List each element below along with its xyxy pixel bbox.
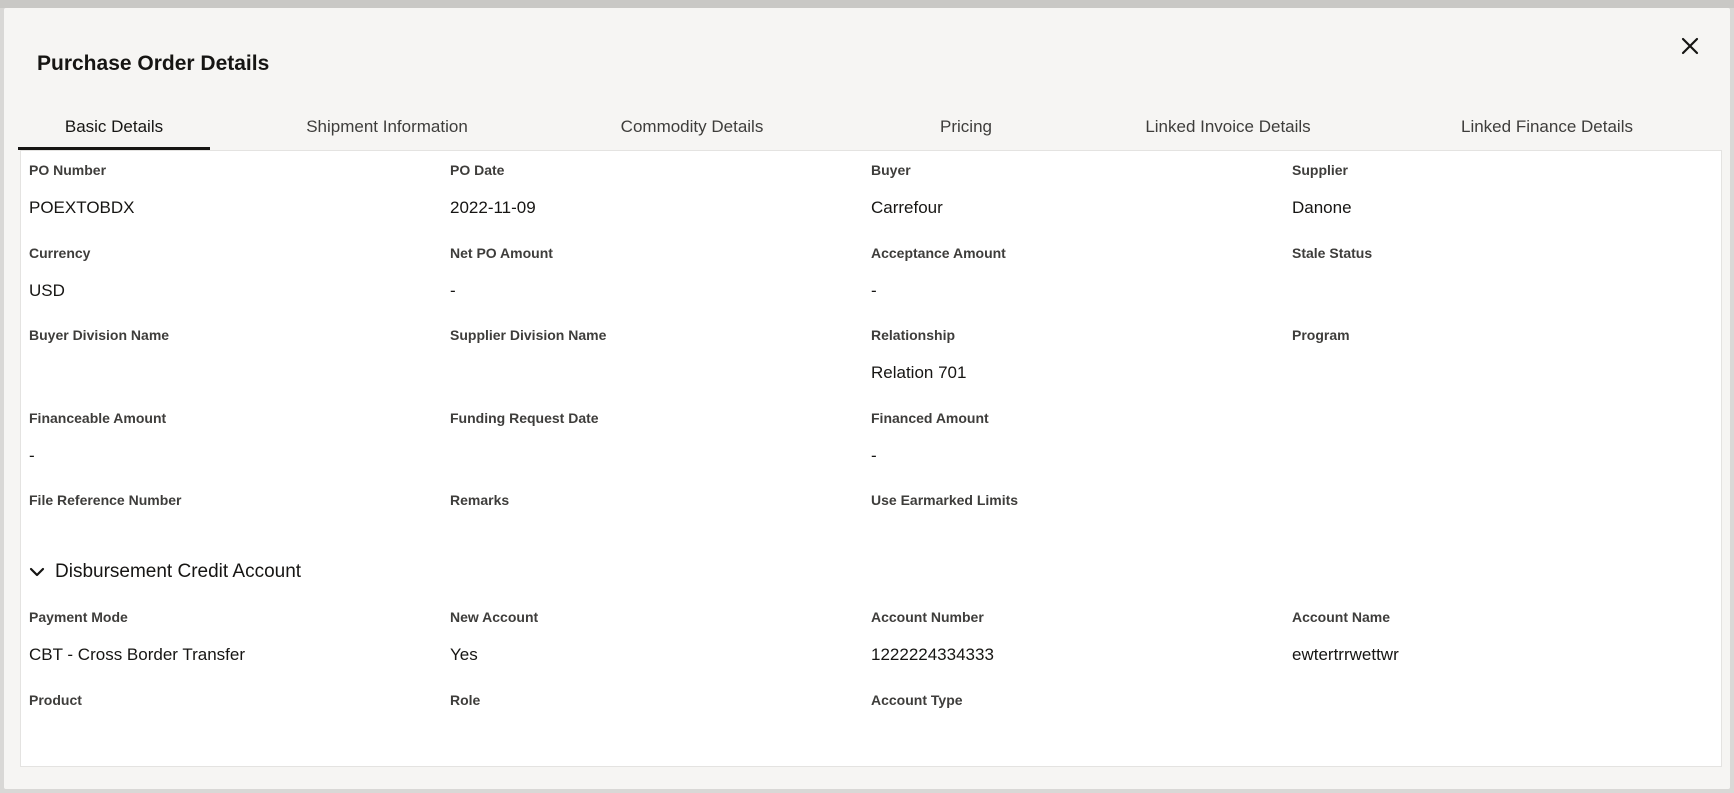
- field-buyer: [871, 161, 1271, 219]
- field-value: -: [29, 446, 35, 465]
- field-value: 2022-11-09: [450, 198, 536, 217]
- disbursement-section-toggle[interactable]: [29, 561, 301, 583]
- field-role: [450, 691, 850, 727]
- tab-commodity-details[interactable]: [592, 104, 792, 150]
- field-value: CBT - Cross Border Transfer: [29, 645, 246, 664]
- field-value: 1222224334333: [871, 645, 994, 664]
- field-value: -: [450, 281, 456, 300]
- tab-label: Pricing: [940, 117, 992, 136]
- field-label: Supplier: [1292, 162, 1349, 178]
- field-currency: [29, 244, 429, 302]
- field-value: Danone: [1292, 198, 1352, 217]
- field-account-name: [1292, 608, 1692, 666]
- field-payment-mode: [29, 608, 429, 666]
- chevron-down-icon: [29, 564, 45, 580]
- tab-linked-finance-details[interactable]: [1438, 104, 1656, 150]
- field-label: Payment Mode: [29, 609, 128, 625]
- tab-bar: [18, 104, 1722, 150]
- purchase-order-dialog: [4, 8, 1730, 789]
- field-use-earmarked-limits: [871, 491, 1271, 527]
- field-label: PO Number: [29, 162, 107, 178]
- field-label: Buyer Division Name: [29, 327, 170, 343]
- field-new-account: [450, 608, 850, 666]
- field-label: Net PO Amount: [450, 245, 553, 261]
- field-label: Funding Request Date: [450, 410, 599, 426]
- field-value: ewtertrrwettwr: [1292, 645, 1399, 664]
- field-product: [29, 691, 429, 727]
- tab-pricing[interactable]: [916, 104, 1016, 150]
- field-value: -: [871, 446, 877, 465]
- field-label: Relationship: [871, 327, 956, 343]
- field-label: Financeable Amount: [29, 410, 167, 426]
- field-po-date: [450, 161, 850, 219]
- field-net-po-amount: [450, 244, 850, 302]
- field-label: PO Date: [450, 162, 505, 178]
- field-relationship: [871, 326, 1271, 384]
- field-financed-amount: [871, 409, 1271, 467]
- field-label: Remarks: [450, 492, 510, 508]
- tab-label: Basic Details: [64, 117, 164, 136]
- field-label: Supplier Division Name: [450, 327, 607, 343]
- field-value: Yes: [450, 645, 478, 664]
- field-buyer-division-name: [29, 326, 429, 362]
- field-file-reference-number: [29, 491, 429, 527]
- field-label: File Reference Number: [29, 492, 182, 508]
- section-title: Disbursement Credit Account: [55, 561, 302, 582]
- field-label: Buyer: [871, 162, 911, 178]
- field-value: -: [871, 281, 877, 300]
- field-acceptance-amount: [871, 244, 1271, 302]
- field-supplier-division-name: [450, 326, 850, 362]
- field-financeable-amount: [29, 409, 429, 467]
- field-label: Acceptance Amount: [871, 245, 1006, 261]
- tab-linked-invoice-details[interactable]: [1118, 104, 1338, 150]
- field-label: Financed Amount: [871, 410, 989, 426]
- tab-label: Commodity Details: [620, 117, 764, 136]
- field-value: Carrefour: [871, 198, 943, 217]
- field-value: Relation 701: [871, 363, 967, 382]
- tab-shipment-information[interactable]: [276, 104, 498, 150]
- field-account-number: [871, 608, 1271, 666]
- field-label: Role: [450, 692, 481, 708]
- field-label: Currency: [29, 245, 91, 261]
- field-remarks: [450, 491, 850, 527]
- page-backdrop: [0, 0, 1734, 8]
- field-label: Account Name: [1292, 609, 1391, 625]
- tab-basic-details[interactable]: [18, 104, 210, 150]
- basic-details-panel: [20, 150, 1722, 767]
- field-label: Stale Status: [1292, 245, 1373, 261]
- close-button[interactable]: [1676, 32, 1704, 60]
- field-stale-status: [1292, 244, 1692, 280]
- field-value: POEXTOBDX: [29, 198, 135, 217]
- field-label: Product: [29, 692, 82, 708]
- field-value: USD: [29, 281, 65, 300]
- field-supplier: [1292, 161, 1692, 219]
- field-label: New Account: [450, 609, 539, 625]
- tab-label: Linked Finance Details: [1461, 117, 1633, 136]
- field-po-number: [29, 161, 429, 219]
- field-funding-request-date: [450, 409, 850, 445]
- dialog-title: Purchase Order Details: [37, 52, 270, 75]
- tab-label: Linked Invoice Details: [1145, 117, 1311, 136]
- field-label: Program: [1292, 327, 1350, 343]
- field-account-type: [871, 691, 1271, 727]
- field-program: [1292, 326, 1692, 362]
- close-icon: [1681, 37, 1699, 55]
- field-label: Account Number: [871, 609, 984, 625]
- field-label: Use Earmarked Limits: [871, 492, 1019, 508]
- field-label: Account Type: [871, 692, 963, 708]
- tab-label: Shipment Information: [306, 117, 468, 136]
